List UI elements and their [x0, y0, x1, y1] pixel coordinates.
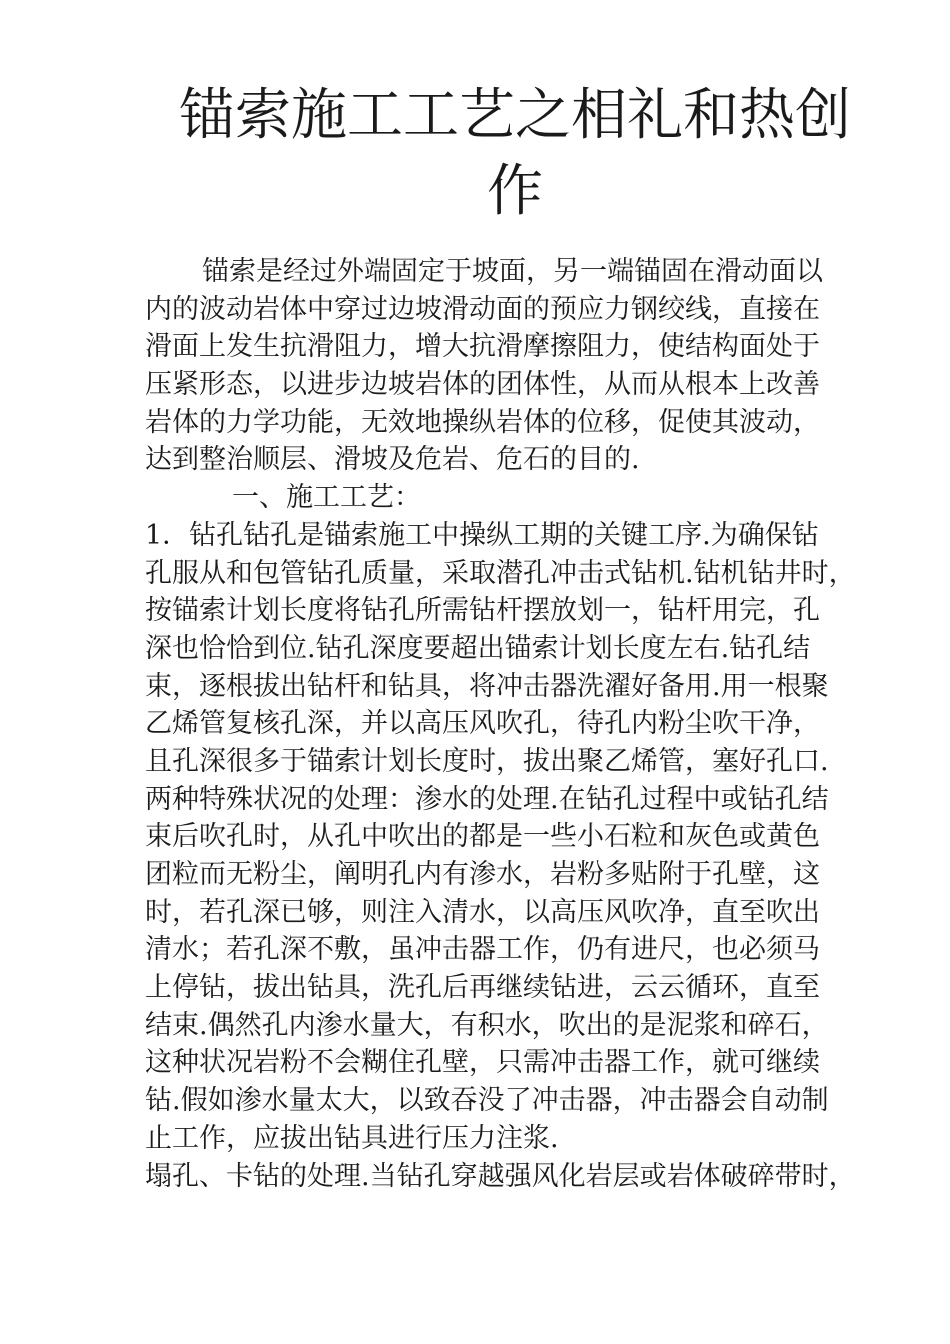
text-line: 上停钻，拔出钻具，洗孔后再继续钻进，云云循环，直至 — [145, 972, 820, 1004]
text-line: 且孔深很多于锚索计划长度时，拔出聚乙烯管，塞好孔口. — [145, 745, 829, 777]
title-line: 作 — [487, 159, 543, 224]
text-line: 锚索是经过外端固定于坡面，另一端锚固在滑动面以 — [202, 256, 823, 287]
text-line: 塌孔、卡钻的处理.当钻孔穿越强风化岩层或岩体破碎带时， — [145, 1160, 856, 1192]
text-line: 深也恰恰到位.钻孔深度要超出锚索计划长度左右.钻孔结 — [145, 632, 811, 664]
section-heading: 一、施工工艺： — [232, 482, 421, 514]
text-line: 按锚索计划长度将钻孔所需钻杆摆放划一，钻杆用完，孔 — [145, 595, 820, 627]
text-line: 结束.偶然孔内渗水量大，有积水，吹出的是泥浆和碎石， — [145, 1009, 829, 1041]
text-line: 这种状况岩粉不会糊住孔壁，只需冲击器工作，就可继续 — [145, 1047, 820, 1079]
document-body — [145, 253, 905, 1195]
text-line: 时，若孔深已够，则注入清水，以高压风吹净，直至吹出 — [145, 896, 820, 928]
text-line: 乙烯管复核孔深，并以高压风吹孔，待孔内粉尘吹干净， — [145, 708, 820, 740]
text-line: 孔服从和包管钻孔质量，采取潜孔冲击式钻机.钻机钻井时， — [145, 557, 856, 589]
title-line: 锚索施工工艺之相礼和热创 — [179, 83, 851, 148]
text-line: 内的波动岩体中穿过边坡滑动面的预应力钢绞线，直接在 — [145, 293, 820, 325]
text-line: 钻.假如渗水量太大，以致吞没了冲击器，冲击器会自动制 — [145, 1085, 829, 1117]
text-line: 束后吹孔时，从孔中吹出的都是一些小石粒和灰色或黄色 — [145, 821, 820, 853]
text-line: 达到整治顺层、滑坡及危岩、危石的目的. — [145, 444, 640, 476]
text-line: 两种特殊状况的处理：渗水的处理.在钻孔过程中或钻孔结 — [145, 783, 829, 815]
text-line: 止工作，应拔出钻具进行压力注浆. — [145, 1122, 559, 1154]
text-line: 团粒而无粉尘，阐明孔内有渗水，岩粉多贴附于孔壁，这 — [145, 859, 820, 890]
text-line: 滑面上发生抗滑阻力，增大抗滑摩擦阻力，使结构面处于 — [145, 331, 820, 363]
text-line: 束，逐根拔出钻杆和钻具，将冲击器洗濯好备用.用一根聚 — [145, 670, 829, 702]
text-line: 清水；若孔深不敷，虽冲击器工作，仍有进尺，也必须马 — [145, 934, 820, 966]
text-line: 岩体的力学功能，无效地操纵岩体的位移，促使其波动， — [145, 406, 820, 438]
text-line: 1．钻孔钻孔是锚索施工中操纵工期的关键工序.为确保钻 — [145, 519, 819, 551]
document-title — [165, 78, 865, 230]
text-line: 压紧形态，以进步边坡岩体的团体性，从而从根本上改善 — [145, 369, 820, 401]
